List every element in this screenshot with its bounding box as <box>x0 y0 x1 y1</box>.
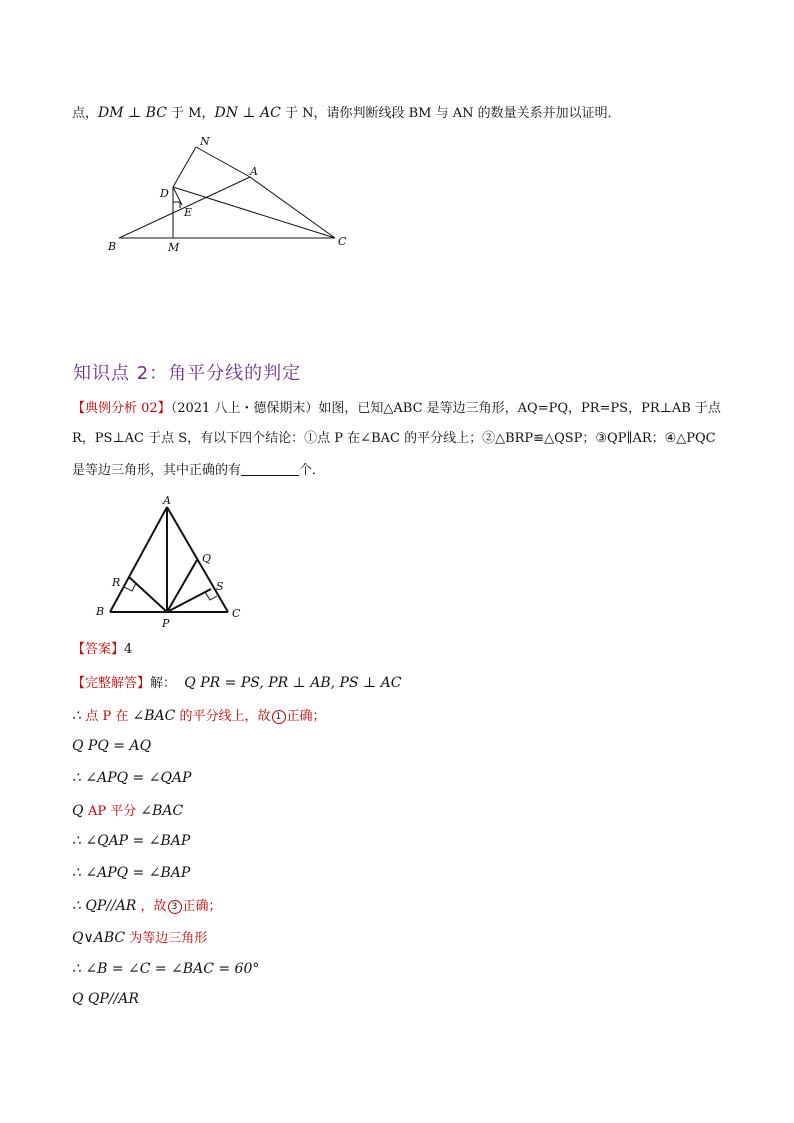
solution-line-2 <box>72 707 326 726</box>
example-text: （2021 八上・德保期末）如图，已知△ABC 是等边三角形，AQ=PQ，PR=PS，PR⊥AB 于点 <box>170 401 721 416</box>
label-n: N <box>200 135 210 148</box>
label-a: A <box>250 165 258 178</box>
solution-math: Q PR = PS, PR ⊥ AB, PS ⊥ AC <box>184 675 402 691</box>
segment-ac <box>250 177 335 238</box>
example-tag: 【典例分析 02】 <box>72 401 171 416</box>
segment-dn <box>173 147 196 187</box>
answer-value: 4 <box>124 642 133 657</box>
solution-line-8 <box>72 897 222 916</box>
segment-dc <box>173 187 335 238</box>
problem-intro <box>72 104 621 123</box>
example-line-1 <box>72 400 721 418</box>
solution-text: 的平分线上，故 <box>175 709 271 724</box>
solution-line-6: ∴ ∠QAP = ∠BAP <box>72 833 191 849</box>
label-c: C <box>338 235 347 248</box>
solution-math: ∠BAC <box>132 708 176 724</box>
segment-ab <box>110 507 167 612</box>
solution-text: ，故 <box>140 899 167 914</box>
intro-text: 点， <box>72 106 99 121</box>
solution-text: 解： <box>150 676 177 691</box>
solution-line-7: ∴ ∠APQ = ∠BAP <box>72 865 191 881</box>
label-q: Q <box>202 552 212 565</box>
solution-math: ∴ <box>72 708 86 724</box>
solution-line-4: ∴ ∠APQ = ∠QAP <box>72 770 192 786</box>
example-line-3 <box>72 462 325 480</box>
section-title: 知识点 2：角平分线的判定 <box>73 363 302 384</box>
example-line-2: R，PS⊥AC 于点 S，有以下四个结论：①点 P 在∠BAC 的平分线上；②△BRP≌△QSP；③QP∥AR；④△PQC <box>72 431 716 446</box>
solution-text: 正确； <box>286 709 326 724</box>
answer-line <box>72 641 132 659</box>
label-d: D <box>160 187 169 200</box>
intro-math-dm: DM ⊥ BC <box>98 105 167 121</box>
label-b: B <box>96 605 105 618</box>
solution-line-1 <box>72 674 401 693</box>
geometry-figure-1 <box>100 130 360 260</box>
geometry-figure-2 <box>90 492 260 632</box>
solution-text: 点 P 在 <box>85 709 133 724</box>
segment-pr <box>129 577 167 612</box>
circled-number: 3 <box>168 900 182 914</box>
label-c: C <box>232 607 241 620</box>
label-b: B <box>108 240 117 253</box>
solution-text: 正确； <box>182 899 222 914</box>
solution-text: AP 平分 <box>87 804 141 819</box>
intro-text: 于 N，请你判断线段 BM 与 AN 的数量关系并加以证明． <box>280 106 621 121</box>
solution-tag: 【完整解答】 <box>72 676 151 691</box>
label-p: P <box>162 617 170 630</box>
solution-math: Q∨ABC <box>72 930 126 946</box>
label-r: R <box>112 576 121 589</box>
answer-tag: 【答案】 <box>72 642 125 657</box>
right-angle-mark <box>173 202 180 208</box>
solution-math: ∠BAC <box>140 803 184 819</box>
label-s: S <box>216 580 224 593</box>
right-angle-mark-s <box>205 592 217 600</box>
label-m: M <box>168 241 180 254</box>
solution-math: Q <box>72 803 88 819</box>
segment-na <box>196 147 250 177</box>
label-a: A <box>163 494 171 507</box>
solution-line-11: Q QP//AR <box>72 991 139 1007</box>
solution-line-10: ∴ ∠B = ∠C = ∠BAC = 60° <box>72 961 260 977</box>
label-e: E <box>184 206 193 219</box>
example-text: 是等边三角形，其中正确的有 <box>72 463 242 478</box>
intro-text: 于 M， <box>166 106 215 121</box>
solution-math: ∴ QP//AR <box>72 898 137 914</box>
solution-text: 为等边三角形 <box>125 931 208 946</box>
example-text: 个． <box>299 463 326 478</box>
solution-line-9 <box>72 929 207 948</box>
solution-line-3: Q PQ = AQ <box>72 738 152 754</box>
solution-line-5 <box>72 802 183 821</box>
intro-math-dn: DN ⊥ AC <box>214 105 281 121</box>
answer-blank <box>241 462 299 476</box>
circled-number: 1 <box>272 710 286 724</box>
